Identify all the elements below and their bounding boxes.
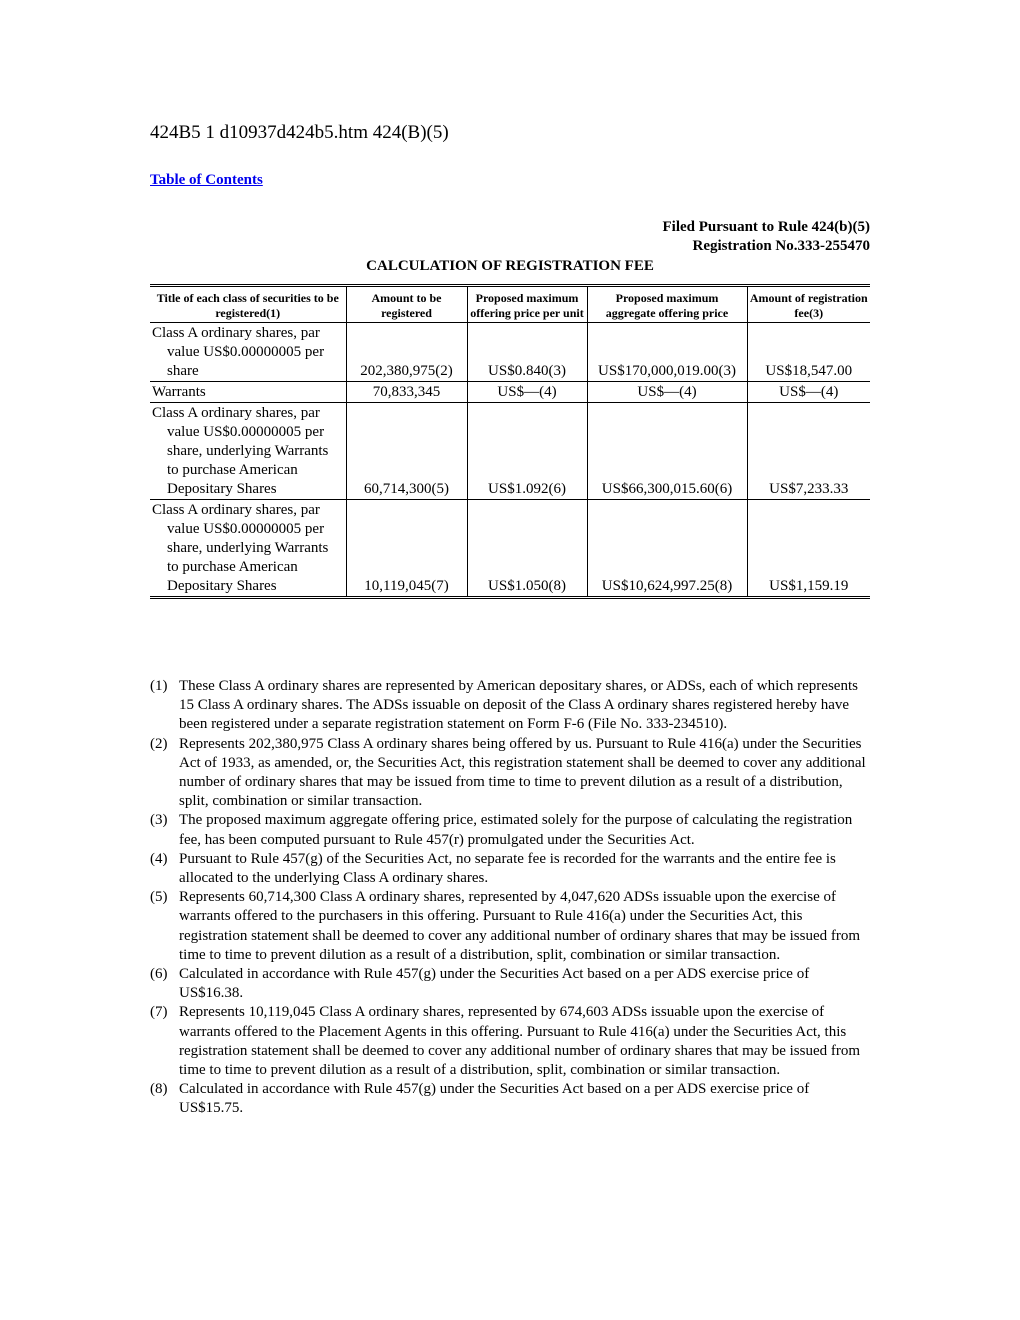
registration-fee-table [150,284,870,599]
aggregate-price: US$66,300,015.60(6) [587,403,747,500]
footnote [150,677,870,735]
security-title-rest: value US$0.00000005 per share [167,344,325,379]
footnote-text: Represents 202,380,975 Class A ordinary shares being offered by us. Pursuant to Rule 416(a) under the Securities Act of 1933, as amended, or, the Securities Act, this registration statement shall be deemed to cover any additional number of ordinary shares that may be issued from time to time to prevent dilution as a result of a distribution, split, combination or similar transaction. [179,735,866,810]
footnote [150,965,870,1003]
footnotes [150,677,870,1119]
table-of-contents-link[interactable]: Table of Contents [150,172,263,188]
footnote [150,1003,870,1080]
security-title-rest: value US$0.00000005 per share, underlying Warrants to purchase American Depositary Shares [167,521,329,594]
aggregate-price: US$10,624,997.25(8) [587,500,747,598]
security-title [150,500,346,598]
security-title [150,403,346,500]
footnote-text: Represents 10,119,045 Class A ordinary shares, represented by 674,603 ADSs issuable upon the exercise of warrants offered to the Placement Agents in this offering. Pursuant to Rule 416(a) under the Securities Act, this registration statement shall be deemed to cover any additional number of ordinary shares that may be issued from time to time to prevent dilution as a result of a distribution, split, combination or similar transaction. [179,1004,861,1079]
security-title-first: Class A ordinary shares, par [152,325,320,341]
footnote-text: The proposed maximum aggregate offering price, estimated solely for the purpose of calculating the registration fee, has been computed pursuant to Rule 457(r) promulgated under the Securities Act. [179,812,853,848]
column-header-title: Title of each class of securities to be registered(1) [150,286,346,323]
table-row [150,323,870,382]
footnote-text: These Class A ordinary shares are represented by American depositary shares, or ADSs, each of which represents 15 Class A ordinary shares. The ADSs issuable on deposit of the Class A ordinary shares registered hereby have been registered under a separate registration statement on Form F-6 (File No. 333-234510). [179,678,858,733]
table-header-row [150,286,870,323]
table-row [150,382,870,403]
aggregate-price: US$—(4) [587,382,747,403]
footnote [150,811,870,849]
column-header-fee: Amount of registration fee(3) [747,286,870,323]
price-per-unit: US$0.840(3) [467,323,587,382]
footnote-mark: (6) [150,966,168,983]
registration-fee: US$7,233.33 [747,403,870,500]
footnote-text: Calculated in accordance with Rule 457(g) under the Securities Act based on a per ADS exercise price of US$15.75. [179,1081,810,1117]
price-per-unit: US$—(4) [467,382,587,403]
footnote-text: Calculated in accordance with Rule 457(g) under the Securities Act based on a per ADS exercise price of US$16.38. [179,966,810,1002]
security-title [150,323,346,382]
amount-registered: 10,119,045(7) [346,500,467,598]
fee-table-title: CALCULATION OF REGISTRATION FEE [366,258,654,274]
footnote [150,735,870,812]
filing-rule: Filed Pursuant to Rule 424(b)(5) [662,219,870,235]
footnote [150,850,870,888]
security-title [150,382,346,403]
registration-fee: US$—(4) [747,382,870,403]
footnote-mark: (3) [150,812,168,829]
security-title-first: Class A ordinary shares, par [152,502,320,518]
price-per-unit: US$1.092(6) [467,403,587,500]
column-header-price-unit: Proposed maximum offering price per unit [467,286,587,323]
footnote-mark: (1) [150,678,168,694]
footnote-mark: (8) [150,1081,168,1098]
column-header-aggregate: Proposed maximum aggregate offering price [587,286,747,323]
footnote [150,1080,870,1118]
footnote-mark: (7) [150,1004,168,1021]
registration-fee: US$1,159.19 [747,500,870,598]
aggregate-price: US$170,000,019.00(3) [587,323,747,382]
table-row [150,500,870,598]
document-header: 424B5 1 d10937d424b5.htm 424(B)(5) [150,122,449,143]
security-title-first: Warrants [152,384,206,400]
footnote-mark: (4) [150,850,168,867]
price-per-unit: US$1.050(8) [467,500,587,598]
amount-registered: 202,380,975(2) [346,323,467,382]
amount-registered: 60,714,300(5) [346,403,467,500]
amount-registered: 70,833,345 [346,382,467,403]
registration-number: Registration No.333-255470 [692,238,870,254]
column-header-amount: Amount to be registered [346,286,467,323]
table-row [150,403,870,500]
registration-fee: US$18,547.00 [747,323,870,382]
security-title-first: Class A ordinary shares, par [152,405,320,421]
footnote [150,888,870,965]
footnote-mark: (2) [150,735,168,752]
footnote-mark: (5) [150,889,168,906]
security-title-rest: value US$0.00000005 per share, underlying Warrants to purchase American Depositary Shares [167,424,329,497]
footnote-text: Represents 60,714,300 Class A ordinary shares, represented by 4,047,620 ADSs issuable upon the exercise of warrants offered to the purchasers in this offering. Pursuant to Rule 416(a) under the Securities Act, this registration statement shall be deemed to cover any additional number of ordinary shares that may be issued from time to time to prevent dilution as a result of a distribution, split, combination or similar transaction. [179,889,861,963]
filing-info [663,218,871,256]
footnote-text: Pursuant to Rule 457(g) of the Securities Act, no separate fee is recorded for the warrants and the entire fee is allocated to the underlying Class A ordinary shares. [179,850,836,887]
